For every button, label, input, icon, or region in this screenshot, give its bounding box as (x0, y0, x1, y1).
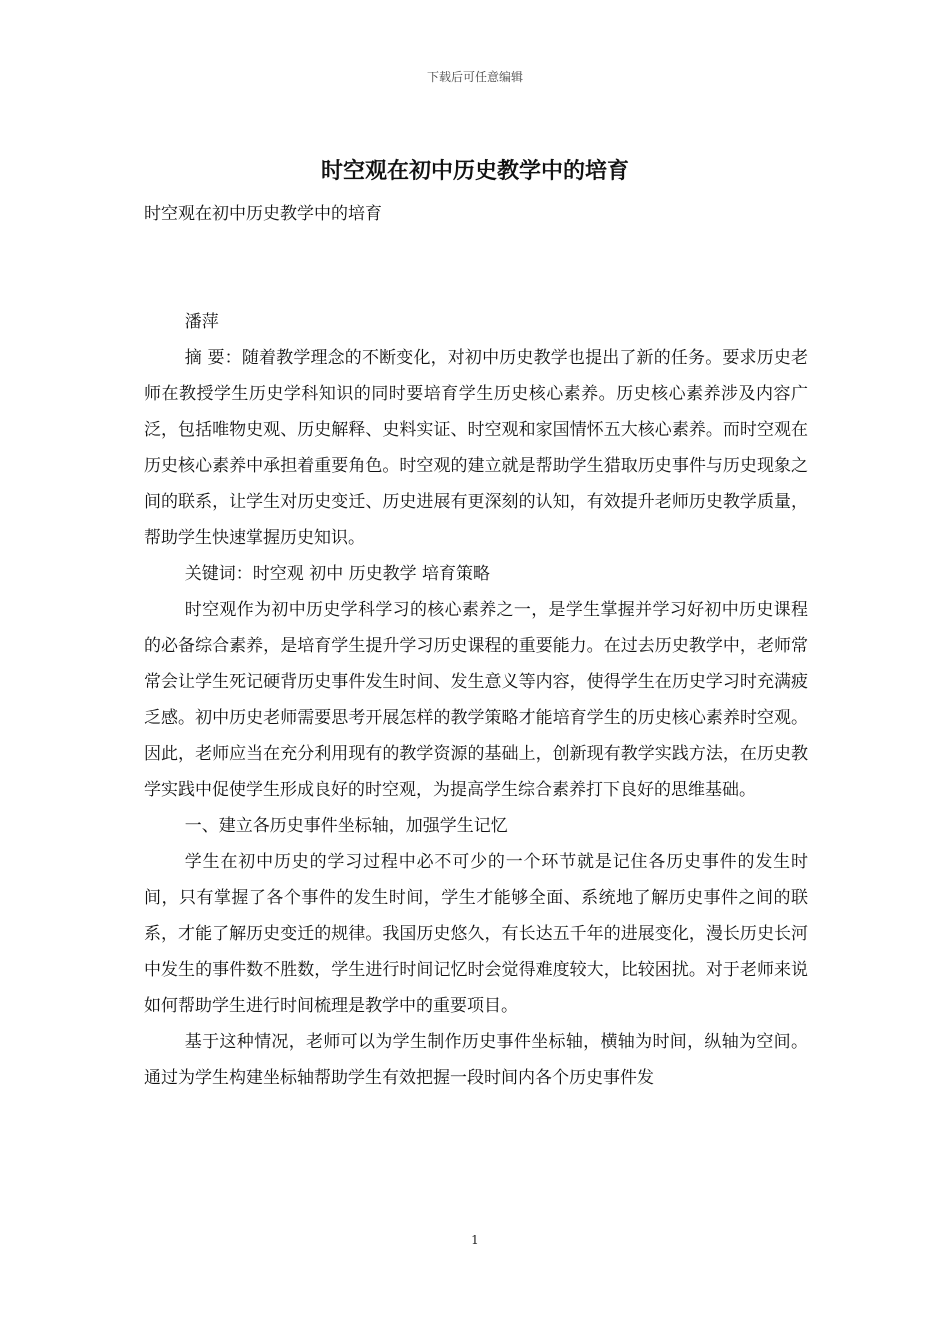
body-paragraph-3: 基于这种情况，老师可以为学生制作历史事件坐标轴，横轴为时间，纵轴为空间。通过为学生构建坐标轴帮助学生有效把握一段时间内各个历史事件发 (144, 1032, 808, 1088)
document-body (144, 196, 808, 1096)
abstract-paragraph: 摘 要：随着教学理念的不断变化，对初中历史教学也提出了新的任务。要求历史老师在教授学生历史学科知识的同时要培育学生历史核心素养。历史核心素养涉及内容广泛，包括唯物史观、历史解释、史料实证、时空观和家国情怀五大核心素养。而时空观在历史核心素养中承担着重要角色。时空观的建立就是帮助学生猎取历史事件与历史现象之间的联系，让学生对历史变迁、历史进展有更深刻的认知，有效提升老师历史教学质量，帮助学生快速掌握历史知识。 (144, 348, 808, 548)
document-title: 时空观在初中历史教学中的培育 (320, 158, 629, 184)
body-paragraph-1: 时空观作为初中历史学科学习的核心素养之一，是学生掌握并学习好初中历史课程的必备综合素养，是培育学生提升学习历史课程的重要能力。在过去历史教学中，老师常常会让学生死记硬背历史事件发生时间、发生意义等内容，使得学生在历史学习时充满疲乏感。初中历史老师需要思考开展怎样的教学策略才能培育学生的历史核心素养时空观。因此，老师应当在充分利用现有的教学资源的基础上，创新现有教学实践方法，在历史教学实践中促使学生形成良好的时空观，为提高学生综合素养打下良好的思维基础。 (144, 600, 808, 800)
keywords-line: 关键词：时空观 初中 历史教学 培育策略 (184, 564, 491, 584)
page-number: 1 (471, 1233, 479, 1247)
subtitle: 时空观在初中历史教学中的培育 (144, 204, 382, 224)
author: 潘萍 (184, 312, 219, 332)
body-paragraph-2: 学生在初中历史的学习过程中必不可少的一个环节就是记住各历史事件的发生时间，只有掌握了各个事件的发生时间，学生才能够全面、系统地了解历史事件之间的联系，才能了解历史变迁的规律。我国历史悠久，有长达五千年的进展变化，漫长历史长河中发生的事件数不胜数，学生进行时间记忆时会觉得难度较大，比较困扰。对于老师来说如何帮助学生进行时间梳理是教学中的重要项目。 (144, 852, 808, 1016)
section-heading-1: 一、建立各历史事件坐标轴，加强学生记忆 (184, 816, 508, 836)
page-header: 下载后可任意编辑 (426, 70, 523, 84)
